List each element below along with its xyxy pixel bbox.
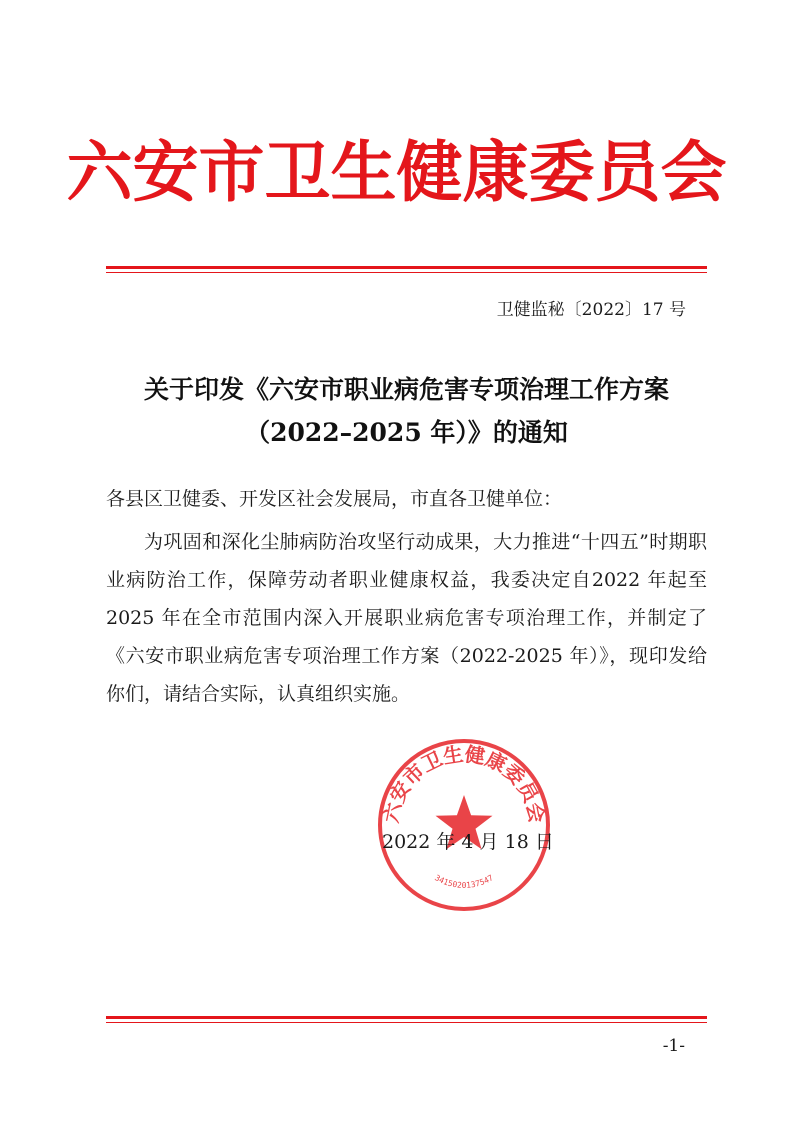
salutation: 各县区卫健委、开发区社会发展局，市直各卫健单位：: [106, 488, 563, 510]
seal-code-text: 3415020137547: [433, 873, 495, 890]
title-line-2: （2022–2025 年）》的通知: [245, 418, 568, 447]
title-line-1: 关于印发《六安市职业病危害专项治理工作方案: [143, 375, 669, 404]
body-paragraph: 为巩固和深化尘肺病防治攻坚行动成果，大力推进“十四五”时期职业病防治工作，保障劳动者职业健康权益，我委决定自2022 年起至 2025 年在全市范围内深入开展职业病危害专项治理工作，并制定了《六安市职业病危害专项治理工作方案（2022-2025 年）》，现印发给你们，请结合实际，认真组织实施。: [106, 531, 707, 705]
issue-date: 2022 年 4 月 18 日: [382, 831, 554, 853]
footer-rule-thin: [106, 1022, 707, 1023]
page-number: -1-: [662, 1036, 685, 1056]
footer-rule-thick: [106, 1016, 707, 1019]
svg-text:3415020137547: [433, 873, 495, 890]
header-rule-thick: [106, 266, 707, 269]
official-seal-stamp: [374, 735, 554, 915]
seal-ring-text: 六安市卫生健康委员会: [378, 741, 550, 825]
document-title: [106, 368, 707, 454]
header-rule-thin: [106, 272, 707, 273]
document-number: 卫健监秘〔2022〕17 号: [496, 300, 686, 320]
agency-masthead: 六安市卫生健康委员会: [66, 134, 727, 211]
